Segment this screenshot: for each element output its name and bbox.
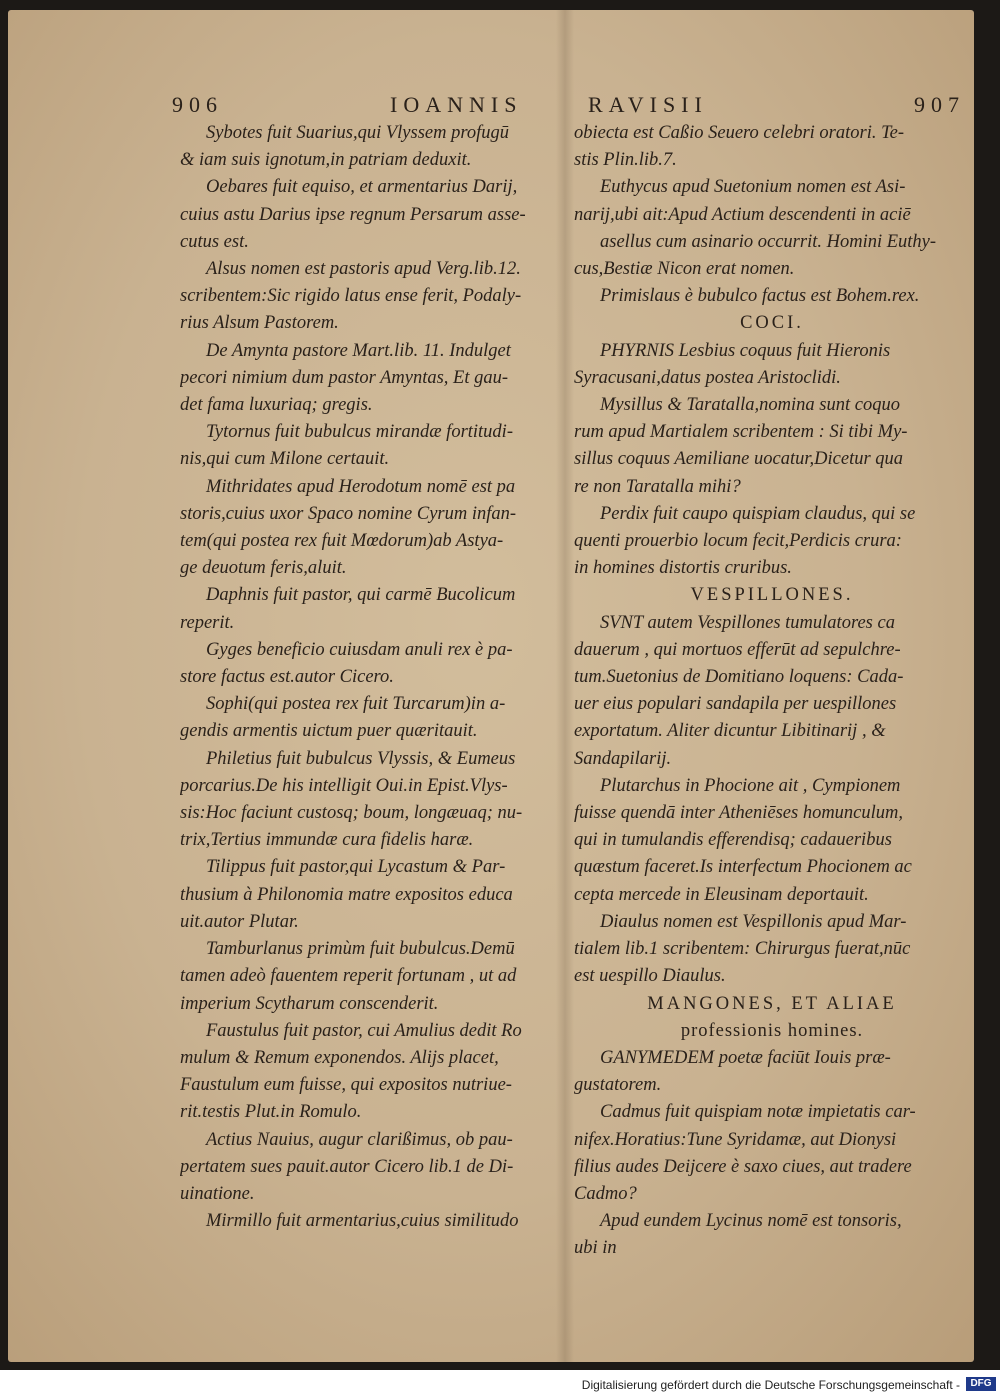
text-line: thusium à Philonomia matre expositos educa (180, 884, 513, 905)
text-line: nifex.Horatius:Tune Syridamæ, aut Dionysi (574, 1129, 897, 1150)
text-line: Faustulum eum fuisse, qui expositos nutriue- (180, 1075, 512, 1096)
text-line: Mithridates apud Herodotum nomē est pa (206, 476, 516, 497)
text-line: trix,Tertius immundæ cura fidelis haræ. (180, 830, 474, 851)
text-line: Syracusani,datus postea Aristoclidi. (574, 367, 841, 388)
right-text-column (574, 120, 970, 1263)
text-line: Sandapilarij. (574, 748, 672, 769)
text-line: Tytornus fuit bubulcus mirandæ fortitudi- (206, 422, 513, 443)
text-line: quæstum faceret.Is interfectum Phocionem ac (574, 857, 912, 878)
text-line: cuius astu Darius ipse regnum Persarum asse- (180, 204, 526, 225)
text-line: sillus coquus Aemiliane uocatur,Dicetur qua (574, 449, 904, 470)
text-line: Diaulus nomen est Vespillonis apud Mar- (600, 911, 907, 932)
text-line: ubi in (574, 1238, 617, 1259)
text-line: cus,Bestiæ Nicon erat nomen. (574, 259, 795, 280)
text-line: tum.Suetonius de Domitiano loquens: Cada- (574, 667, 904, 688)
text-line: Mysillus & Taratalla,nomina sunt coquo (600, 395, 900, 416)
text-line: re non Taratalla mihi? (574, 476, 741, 497)
text-line: gendis armentis uictum puer quæritauit. (180, 721, 478, 742)
footer-bar (0, 1376, 1000, 1394)
right-page-number: 907 (914, 92, 965, 117)
text-line: uer eius populari sandapila per uespillones (574, 694, 897, 715)
text-line: obiecta est Caßio Seuero celebri oratori. Te- (574, 123, 905, 143)
text-line: Actius Nauius, augur clarißimus, ob pau- (206, 1129, 513, 1150)
text-line: Cadmo? (574, 1183, 637, 1204)
text-line: cutus est. (180, 231, 249, 252)
text-line: tialem lib.1 scribentem: Chirurgus fuerat,nūc (574, 939, 911, 960)
text-line: GANYMEDEM poetæ faciūt Iouis præ- (600, 1047, 891, 1068)
text-line: uinatione. (180, 1183, 255, 1204)
text-line: exportatum. Aliter dicuntur Libitinarij , & (574, 721, 886, 742)
text-line: store factus est.autor Cicero. (180, 667, 394, 688)
text-line: rit.testis Plut.in Romulo. (180, 1102, 362, 1123)
text-line: Tamburlanus primùm fuit bubulcus.Demū (206, 939, 515, 960)
text-line: in homines distortis cruribus. (574, 558, 792, 579)
text-line: Gyges beneficio cuiusdam anuli rex è pa- (206, 639, 513, 660)
text-line: cepta mercede in Eleusinam deportauit. (574, 884, 869, 905)
text-line: pertatem sues pauit.autor Cicero lib.1 de Di- (180, 1156, 514, 1177)
text-line: mulum & Remum exponendos. Alijs placet, (180, 1047, 499, 1068)
text-line: Philetius fuit bubulcus Vlyssis, & Eumeus (206, 748, 516, 769)
dfg-logo: DFG (966, 1377, 996, 1391)
text-line: imperium Scytharum conscenderit. (180, 993, 439, 1014)
left-page-number: 906 (172, 92, 223, 117)
text-line: COCI. (740, 313, 804, 334)
text-line: Primislaus è bubulco factus est Bohem.rex. (600, 286, 920, 307)
text-line: Daphnis fuit pastor, qui carmē Bucolicum (206, 585, 516, 606)
text-line: & iam suis ignotum,in patriam deduxit. (180, 150, 472, 171)
text-line: filius audes Deijcere è saxo ciues, aut tradere (574, 1156, 912, 1177)
right-running-head: RAVISII (588, 92, 708, 117)
text-line: Euthycus apud Suetonium nomen est Asi- (600, 177, 906, 198)
text-line: Perdix fuit caupo quispiam claudus, qui se (600, 503, 916, 524)
text-line: tem(qui postea rex fuit Mœdorum)ab Astya- (180, 531, 504, 552)
text-line: qui in tumulandis efferendisq; cadaueribus (574, 830, 892, 851)
text-line: ge deuotum feris,aluit. (180, 558, 347, 579)
text-line: quenti prouerbio locum fecit,Perdicis crura: (574, 531, 902, 552)
left-text-column (180, 120, 572, 1235)
text-line: fuisse quendā inter Atheniēses homunculum, (574, 803, 904, 824)
text-line: professionis homines. (680, 1020, 864, 1041)
text-line: Apud eundem Lycinus nomē est tonsoris, (600, 1211, 902, 1232)
text-line: dauerum , qui mortuos efferūt ad sepulchre- (574, 639, 901, 660)
text-line: rius Alsum Pastorem. (180, 313, 339, 334)
footer-credit-text: Digitalisierung gefördert durch die Deutsche Forschungsgemeinschaft - (581, 1378, 960, 1392)
text-line: MANGONES, ET ALIAE (647, 993, 897, 1014)
text-line: gustatorem. (574, 1075, 662, 1096)
text-line: Mirmillo fuit armentarius,cuius similitudo (206, 1211, 519, 1232)
text-line: det fama luxuriaq; gregis. (180, 395, 373, 416)
text-line: stis Plin.lib.7. (574, 150, 677, 171)
text-line: PHYRNIS Lesbius coquus fuit Hieronis (600, 340, 891, 361)
text-line: asellus cum asinario occurrit. Homini Euthy- (600, 231, 937, 252)
left-running-head: IOANNIS (390, 92, 523, 117)
text-line: Alsus nomen est pastoris apud Verg.lib.12. (206, 259, 521, 280)
text-line: Oebares fuit equiso, et armentarius Darij, (206, 177, 518, 198)
text-line: Cadmus fuit quispiam notæ impietatis car- (600, 1102, 916, 1123)
text-line: est uespillo Diaulus. (574, 966, 726, 987)
text-line: SVNT autem Vespillones tumulatores ca (600, 612, 895, 633)
text-line: sis:Hoc faciunt custosq; boum, longæuaq; nu- (180, 803, 523, 824)
text-line: reperit. (180, 612, 235, 633)
text-line: storis,cuius uxor Spaco nomine Cyrum infan- (180, 503, 517, 524)
text-line: tamen adeò fauentem reperit fortunam , ut ad (180, 966, 517, 987)
text-line: uit.autor Plutar. (180, 911, 299, 932)
text-line: Sophi(qui postea rex fuit Turcarum)in a- (206, 694, 506, 715)
text-line: VESPILLONES. (690, 585, 854, 606)
text-line: Tilippus fuit pastor,qui Lycastum & Par- (206, 857, 506, 878)
text-line: Sybotes fuit Suarius,qui Vlyssem profugū (206, 123, 510, 143)
text-line: nis,qui cum Milone certauit. (180, 449, 390, 470)
text-line: Faustulus fuit pastor, cui Amulius dedit Ro (206, 1020, 522, 1041)
text-line: narij,ubi ait:Apud Actium descendenti in aciē (574, 204, 911, 225)
text-line: pecori nimium dum pastor Amyntas, Et gau- (180, 367, 509, 388)
text-line: rum apud Martialem scribentem : Si tibi My- (574, 422, 908, 443)
book-page-spread (8, 10, 974, 1362)
text-line: De Amynta pastore Mart.lib. 11. Indulget (206, 340, 511, 361)
text-line: scribentem:Sic rigido latus ense ferit, Podaly- (180, 286, 522, 307)
text-line: Plutarchus in Phocione ait , Cympionem (600, 775, 901, 796)
text-line: porcarius.De his intelligit Oui.in Epist.Vlys- (180, 775, 508, 796)
